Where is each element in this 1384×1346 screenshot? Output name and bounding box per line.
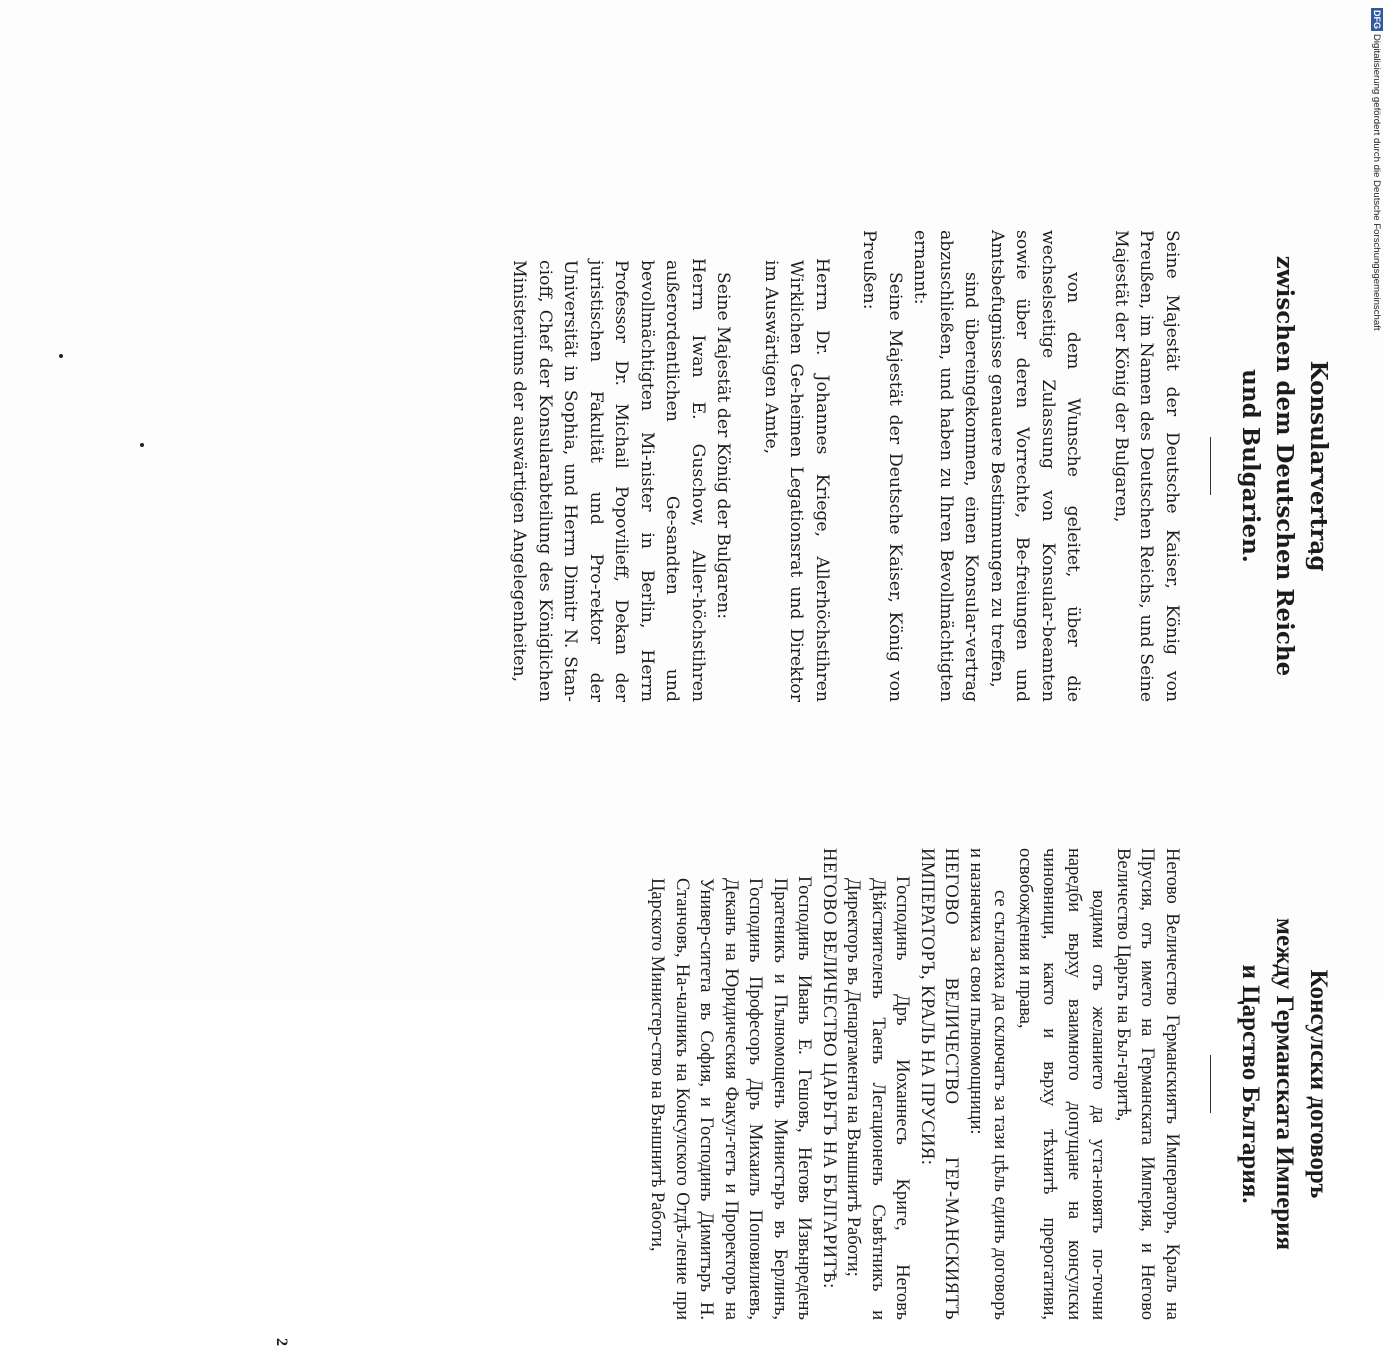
- german-preamble-parties: Seine Majestät der Deutsche Kaiser, König von Preußen, im Namen des Deutschen Reichs, und Seine Majestät der König der Bulgaren,: [1111, 230, 1182, 702]
- title-divider: [1210, 1055, 1211, 1113]
- german-body: [506, 230, 1184, 702]
- german-title-line-2: zwischen dem Deutschen Reiche: [1271, 255, 1298, 677]
- bulgarian-title-line-1: Консулски договоръ: [1305, 969, 1332, 1199]
- digitization-notice: Digitalisierung gefördert durch die Deutsche Forschungsgemeinschaft: [1371, 34, 1382, 331]
- german-plenipotentiary-heading-germany: Seine Majestät der Deutsche Kaiser, König von Preußen:: [859, 230, 905, 702]
- bulgarian-column: [645, 848, 1335, 1320]
- german-preamble-purpose: von dem Wunsche geleitet, über die wechselseitige Zulassung von Konsular-beamten sowie über deren Vorrechte, Be-freiungen und Amtsbefugnisse genauere Bestimmungen zu treffen,: [987, 230, 1084, 702]
- digitization-watermark: [1368, 8, 1384, 388]
- german-plenipotentiary-heading-bulgaria: Seine Majestät der König der Bulgaren:: [713, 272, 734, 619]
- bulgarian-title-line-3: и Царство България.: [1237, 964, 1264, 1204]
- bulgarian-plenipotentiary-heading-germany: НЕГОВО ВЕЛИЧЕСТВО ГЕР-МАНСКИЯТЪ ИМПЕРАТОРЪ, КРАЛЬ НА ПРУСИЯ:: [917, 848, 962, 1320]
- page-number: 2: [273, 1338, 290, 1346]
- bulgarian-plenipotentiary-germany: Господинъ Дръ Иоханнесъ Кригe, Неговъ Дѣйствителенъ Таенъ Легационенъ Съвѣтникъ и Директоръ въ Департамента на Външнитѣ Работи;: [843, 876, 913, 1320]
- dfg-logo: DFG: [1372, 10, 1382, 29]
- german-title: [1233, 230, 1335, 702]
- german-plenipotentiaries-bulgaria: Herrn Iwan E. Guschow, Aller-höchstihren außerordentlichen Ge-sandten und bevollmächtigten Mi-nister in Berlin, Herrn Professor Dr. Michail Popovilieff, Dekan der juristischen Fakultät und Pro-rektor der Universität in Sophia, und Herrn Dimitr N. Stan-cioff, Chef der Konsularabteilung des Königlichen Ministeriums der auswärtigen Angelegenheiten,: [509, 258, 708, 702]
- scan-speck: [140, 443, 144, 447]
- title-divider: [1210, 437, 1211, 495]
- german-plenipotentiary-germany: Herrn Dr. Johannes Kriege, Allerhöchstihren Wirklichen Ge-heimen Legationsrat und Direktor im Auswärtigen Amte,: [761, 258, 832, 702]
- rotated-treaty-content: [245, 230, 1335, 1346]
- bulgarian-plenipotentiaries-bulgaria: Господинъ Иванъ Е. Гешовъ, Неговъ Извънреденъ Пратеникъ и Пълномощенъ Министъръ въ Берлинъ, Господинъ Професоръ Дръ Михаилъ Поповилиевъ, Деканъ на Юридическия Факул-тетъ и Проректоръ на Универ-ситета въ София, и Господинъ Димитъръ Н. Станчовъ, На-чалникъ на Консулского Отдѣ-ление при Царското Министер-ство на Външнитѣ Работи,: [647, 876, 815, 1320]
- bulgarian-title-line-2: между Германската Империя: [1271, 917, 1298, 1251]
- scan-speck: [59, 354, 63, 358]
- bulgarian-preamble-purpose: водими отъ желанието да уста-новятъ по-точни наредби върху взаимното допущане на консулски чиновници, както и върху тѣхнитѣ прерогативи, освобождения и права,: [1015, 848, 1109, 1320]
- german-preamble-agreement: sind übereingekommen, einen Konsular-vertrag abzuschließen, und haben zu Ihren Bevollmächtigten ernannt:: [910, 230, 982, 702]
- bulgarian-plenipotentiary-heading-bulgaria: НЕГОВО ВЕЛИЧЕСТВО ЦАРЬТЪ НА БЪЛГАРИТѢ:: [819, 848, 839, 1289]
- bulgarian-preamble-parties: Негово Величество Германскиятъ Императоръ, Кралъ на Прусия, отъ името на Германската Империя, и Негово Величество Царьтъ на Бъл-гаритѣ,: [1113, 848, 1182, 1320]
- bulgarian-preamble-agreement: се съгласиха да сключатъ за тази цѣль единъ договоръ и назначиха за свои пълномощници:: [966, 848, 1011, 1320]
- german-column: [506, 230, 1335, 702]
- german-title-line-1: Konsularvertrag: [1305, 360, 1332, 572]
- bulgarian-title: [1233, 848, 1335, 1320]
- german-title-line-3: und Bulgarien.: [1237, 369, 1264, 563]
- bulgarian-body: [645, 848, 1184, 1320]
